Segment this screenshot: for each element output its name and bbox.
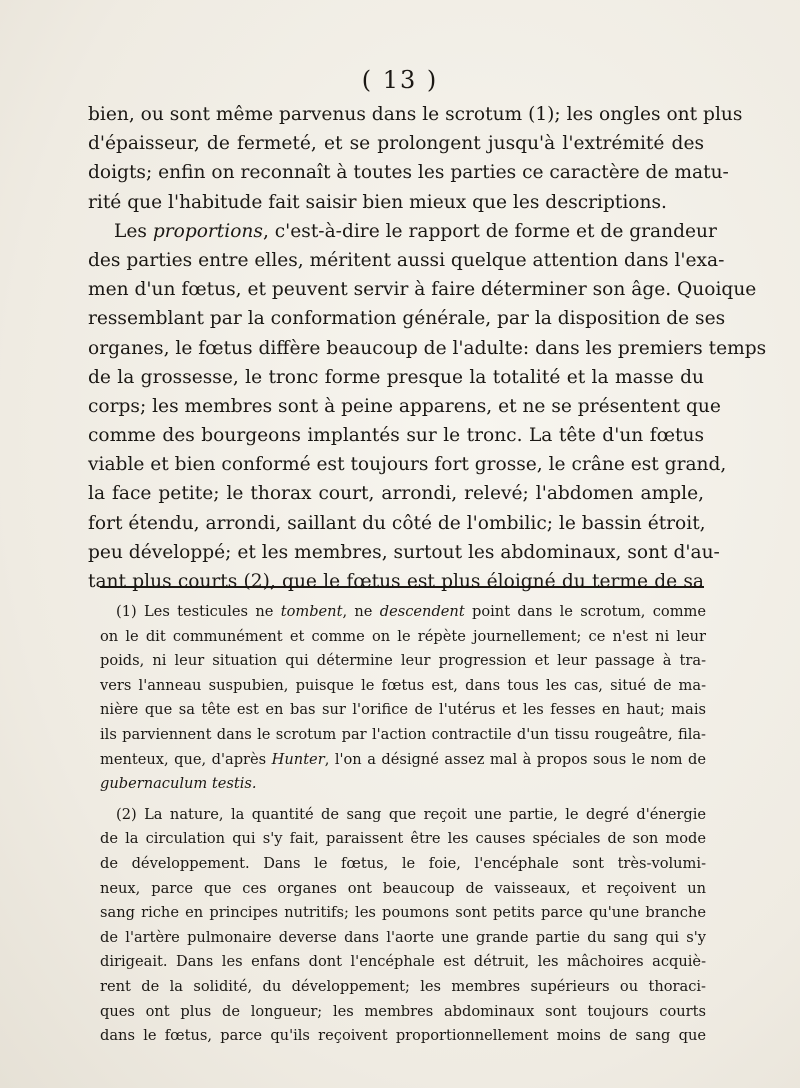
text-line: rité que l'habitude fait saisir bien mieux que les descriptions. [88,191,667,213]
footnote-1-text: , ne [342,603,380,620]
footnote-2-line: (2) La nature, la quantité de sang que reçoit une partie, le degré d'énergie [116,805,706,823]
text-line: fort étendu, arrondi, saillant du côté de l'ombilic; le bassin étroit, [88,512,706,534]
page-number: ( 13 ) [361,66,439,94]
text-line: peu développé; et les membres, surtout les abdominaux, sont d'au- [88,541,720,563]
italic-descendent: descendent [379,603,465,620]
footnote-2-line: ques ont plus de longueur; les membres abdominaux sont toujours courts [100,1002,706,1020]
text-line: tant plus courts (2), que le fœtus est plus éloigné du terme de sa [88,571,704,592]
text-line: viable et bien conformé est toujours fort grosse, le crâne est grand, [88,454,727,476]
footnote-1-line: on le dit communément et comme on le répète journellement; ce n'est ni leur [100,627,706,645]
footnote-1-text: point dans le scrotum, comme [464,603,707,620]
footnote-1-text: , l'on a désigné assez mal à propos sous le nom de [324,750,707,768]
footnote-1-line: poids, ni leur situation qui détermine leur progression et leur passage à tra- [100,652,706,670]
footnote-2-line: neux, parce que ces organes ont beaucoup de vaisseaux, et reçoivent un [100,879,706,897]
footnote-1-line: ils parviennent dans le scrotum par l'action contractile d'un tissu rougeâtre, fila- [100,725,706,743]
footnote-1-line: nière que sa tête est en bas sur l'orifice de l'utérus et les fesses en haut; mais [100,701,706,719]
text-line: d'épaisseur, de fermeté, et se prolongent jusqu'à l'extrémité des [88,133,704,155]
footnote-1-text: menteux, que, d'après [100,750,272,768]
footnote-1-line [100,772,706,797]
text-line: bien, ou sont même parvenus dans le scrotum (1); les ongles ont plus [88,104,743,125]
footnote-1-line: vers l'anneau suspubien, puisque le fœtus est, dans tous les cas, situé de ma- [100,676,706,694]
text-line: organes, le fœtus diffère beaucoup de l'adulte: dans les premiers temps [88,337,767,359]
text-line: doigts; enfin on reconnaît à toutes les parties ce caractère de matu- [88,162,729,184]
footnote-2 [100,803,706,1049]
footnote-2-line: de la circulation qui s'y fait, paraissent être les causes spéciales de son mode [100,830,706,848]
para2-rest: , c'est-à-dire le rapport de forme et de grandeur [262,220,717,242]
para2-first-word: Les [114,220,147,242]
italic-proportions: proportions [152,220,263,242]
italic-gubernaculum: gubernaculum testis. [100,775,257,793]
footnote-2-line: sang riche en principes nutritifs; les poumons sont petits parce qu'une branche [100,904,706,922]
footnotes [100,600,706,1049]
footnote-2-line: de l'artère pulmonaire deverse dans l'aorte une grande partie du sang qui s'y [100,928,706,946]
footnote-2-line: de développement. Dans le fœtus, le foie, l'encéphale sont très-volumi- [100,854,706,872]
text-line: la face petite; le thorax court, arrondi, relevé; l'abdomen ample, [88,483,704,505]
footnote-1-text: (1) Les testicules ne [116,603,281,620]
footnote-separator-rule [100,586,704,588]
footnote-1-line [100,600,706,625]
text-line: corps; les membres sont à peine apparens, et ne se présentent que [88,395,721,417]
main-text [88,100,767,596]
text-line: des parties entre elles, méritent aussi quelque attention dans l'exa- [88,249,725,271]
footnote-1-line [100,748,706,773]
text-line: ressemblant par la conformation générale, par la disposition de ses [88,308,726,330]
footnote-2-line: rent de la solidité, du développement; les membres supérieurs ou thoraci- [100,977,706,995]
footnote-2-line: dans le fœtus, parce qu'ils reçoivent proportionnellement moins de sang que [100,1027,706,1045]
text-line: de la grossesse, le tronc forme presque la totalité et la masse du [88,366,704,388]
italic-tombent: tombent [280,603,343,620]
italic-hunter: Hunter [271,750,325,768]
text-line: comme des bourgeons implantés sur le tronc. La tête d'un fœtus [88,425,704,447]
text-line: men d'un fœtus, et peuvent servir à faire déterminer son âge. Quoique [88,279,757,301]
text-line-para2-start [88,217,717,246]
footnote-2-line: dirigeait. Dans les enfans dont l'encéphale est détruit, les mâchoires acquiè- [100,953,706,971]
